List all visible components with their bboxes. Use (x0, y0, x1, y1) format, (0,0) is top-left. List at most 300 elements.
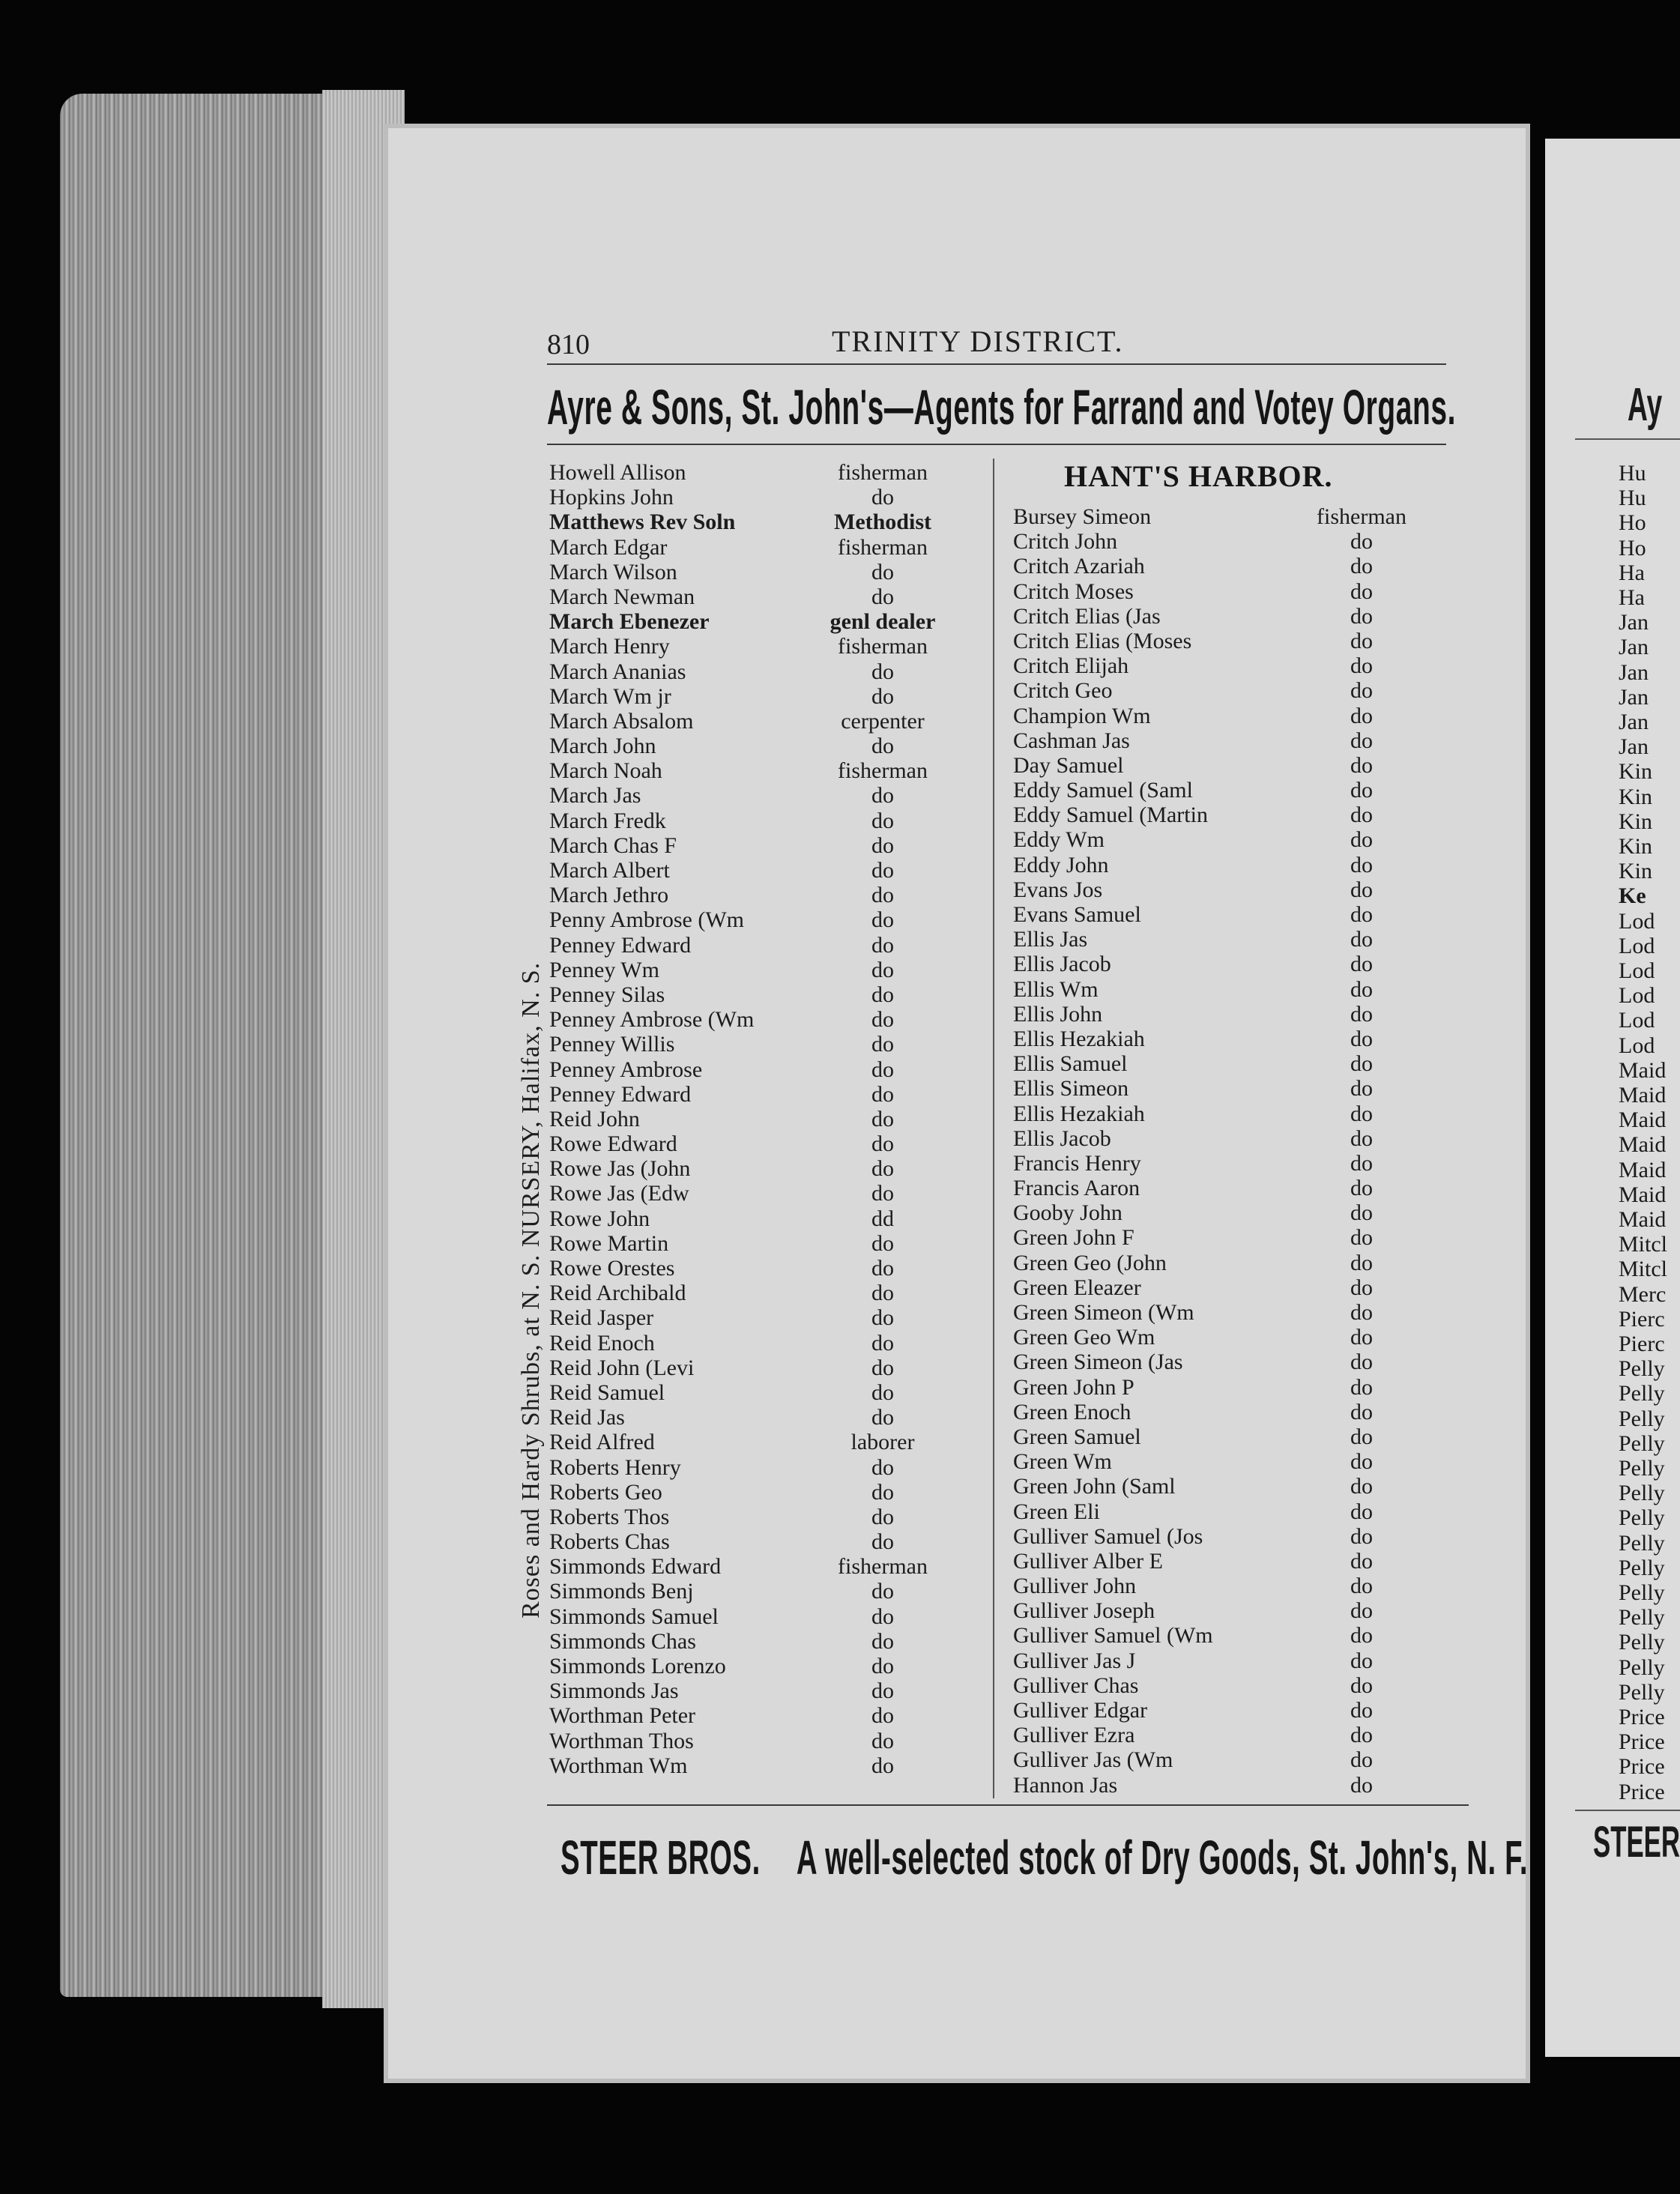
directory-entry (549, 734, 984, 758)
entry-occupation: do (1350, 1275, 1373, 1300)
entry-name: Ellis Jacob (1013, 1125, 1111, 1151)
next-page-row-fragment: Kin (1619, 784, 1652, 809)
entry-name: Green John P (1013, 1374, 1134, 1400)
entry-occupation: do (1350, 927, 1373, 952)
next-page-row-fragment: Lod (1619, 1033, 1655, 1058)
entry-name: Gulliver Jas (Wm (1013, 1747, 1173, 1773)
entry-name: Ellis Jacob (1013, 952, 1111, 977)
entry-occupation: do (871, 1106, 894, 1131)
next-page-row-fragment: Mitcl (1619, 1257, 1667, 1282)
directory-entry (549, 1380, 984, 1405)
next-page-row-fragment: Lod (1619, 983, 1655, 1009)
next-page-row-fragment: Ho (1619, 535, 1646, 560)
directory-entry (549, 584, 984, 609)
entry-occupation: do (1350, 1125, 1373, 1151)
directory-entry (1013, 952, 1440, 976)
directory-entry (549, 1703, 984, 1728)
next-page-row-fragment: Pierc (1619, 1332, 1665, 1356)
entry-name: March Jas (549, 783, 641, 809)
entry-name: March Wilson (549, 559, 677, 584)
directory-entry (549, 1206, 984, 1231)
directory-entry (549, 510, 984, 534)
next-page-top-ad: Ay (1628, 379, 1663, 431)
entry-name: Matthews Rev Soln (549, 510, 736, 535)
directory-entry (1013, 704, 1440, 728)
entry-name: Simmonds Jas (549, 1678, 679, 1704)
next-page-row-fragment: Price (1619, 1729, 1665, 1755)
entry-name: Rowe Orestes (549, 1256, 675, 1281)
directory-entry (549, 1678, 984, 1703)
entry-name: Green Simeon (Wm (1013, 1300, 1194, 1325)
directory-entry (549, 1305, 984, 1330)
next-page-row-fragment: Jan (1619, 659, 1649, 685)
entry-name: Francis Henry (1013, 1150, 1141, 1176)
directory-entry (549, 1729, 984, 1753)
directory-entry (1013, 1176, 1440, 1200)
directory-entry (1013, 1747, 1440, 1772)
next-page-row-fragment: Price (1619, 1705, 1665, 1729)
entry-occupation: do (1350, 803, 1373, 828)
entry-occupation: do (871, 1703, 894, 1729)
entry-occupation: do (871, 1628, 894, 1654)
entry-occupation: do (1350, 1250, 1373, 1275)
directory-entry (549, 709, 984, 734)
entry-occupation: do (1350, 1001, 1373, 1027)
entry-name: Green Samuel (1013, 1424, 1141, 1449)
next-page-row-fragment: Lod (1619, 933, 1655, 958)
entry-occupation: do (1350, 1499, 1373, 1524)
directory-entry (549, 1629, 984, 1654)
entry-name: Green Geo (John (1013, 1250, 1167, 1275)
directory-entry (1013, 1300, 1440, 1325)
next-page-rule-bottom (1575, 1810, 1680, 1811)
entry-name: Reid Enoch (549, 1330, 655, 1356)
top-advertisement: Ayre & Sons, St. John's—Agents for Farrand and Votey Organs. (547, 379, 1457, 435)
entry-name: Critch Geo (1013, 678, 1113, 704)
entry-name: Simmonds Chas (549, 1628, 696, 1654)
entry-occupation: do (1350, 1449, 1373, 1475)
next-page-row-fragment: Pelly (1619, 1530, 1665, 1556)
entry-occupation: do (871, 683, 894, 709)
entry-name: March John (549, 734, 656, 759)
next-page-bottom-ad: STEER (1593, 1818, 1680, 1867)
entry-name: Roberts Thos (549, 1504, 670, 1529)
entry-occupation: do (1350, 1548, 1373, 1574)
entry-occupation: do (1350, 1026, 1373, 1051)
entry-occupation: dd (871, 1206, 894, 1231)
entry-occupation: do (1350, 1474, 1373, 1499)
left-column (549, 460, 984, 1778)
directory-entry (549, 758, 984, 783)
directory-entry (1013, 1350, 1440, 1374)
entry-occupation: do (871, 1479, 894, 1505)
entry-occupation: do (1350, 1623, 1373, 1648)
next-page-row-fragment: Maid (1619, 1182, 1667, 1207)
entry-occupation: do (871, 932, 894, 958)
directory-entry (549, 809, 984, 833)
page-number: 810 (547, 329, 590, 360)
directory-entry (1013, 1773, 1440, 1798)
entry-occupation: do (1350, 529, 1373, 554)
entry-occupation: do (1350, 678, 1373, 704)
entry-occupation: do (1350, 1772, 1373, 1798)
entry-occupation: do (871, 1728, 894, 1753)
entry-name: March Edgar (549, 534, 668, 560)
directory-entry (549, 783, 984, 808)
next-page-row-fragment: Pelly (1619, 1456, 1665, 1481)
header-rule (547, 363, 1446, 365)
next-page-row-fragment: Kin (1619, 759, 1652, 785)
bottom-ad-brand: STEER BROS. (560, 1831, 761, 1885)
directory-entry (549, 485, 984, 510)
entry-name: Penney Wm (549, 957, 659, 982)
entry-occupation: do (1350, 578, 1373, 604)
entry-name: March Henry (549, 634, 670, 659)
next-page-row-fragment: Maid (1619, 1132, 1667, 1158)
entry-occupation: do (1350, 1598, 1373, 1624)
entry-occupation: do (1350, 852, 1373, 877)
entry-occupation: do (871, 1579, 894, 1604)
directory-entry (1013, 1449, 1440, 1474)
entry-name: Critch Elias (Moses (1013, 628, 1192, 653)
entry-occupation: do (1350, 728, 1373, 753)
next-page-row-fragment: Lod (1619, 958, 1655, 983)
directory-entry (1013, 1151, 1440, 1176)
entry-occupation: do (871, 957, 894, 982)
directory-entry (1013, 1400, 1440, 1424)
next-page-row-fragment: Jan (1619, 734, 1649, 760)
entry-occupation: do (871, 1753, 894, 1778)
entry-occupation: do (1350, 1672, 1373, 1698)
entry-occupation: do (871, 1081, 894, 1107)
entry-occupation: do (1350, 827, 1373, 853)
directory-entry (1013, 1200, 1440, 1225)
directory-entry (549, 833, 984, 858)
entry-occupation: do (1350, 1076, 1373, 1101)
entry-name: Ellis Simeon (1013, 1076, 1129, 1101)
next-page-rule (1575, 438, 1680, 440)
entry-occupation: do (871, 808, 894, 833)
section-title: HANT'S HARBOR. (1064, 459, 1333, 493)
entry-name: Simmonds Benj (549, 1579, 694, 1604)
entry-occupation: do (871, 1355, 894, 1380)
entry-name: Green Eleazer (1013, 1275, 1141, 1300)
next-page-row-fragment: Jan (1619, 635, 1649, 660)
next-page-row-fragment: Price (1619, 1779, 1665, 1804)
directory-entry (549, 933, 984, 958)
entry-name: Ellis Hezakiah (1013, 1026, 1145, 1051)
next-page-row-fragment: Kin (1619, 859, 1652, 884)
directory-entry (1013, 1051, 1440, 1076)
entry-name: Gulliver Chas (1013, 1672, 1139, 1698)
entry-occupation: do (871, 1405, 894, 1430)
entry-name: Hannon Jas (1013, 1772, 1118, 1798)
next-page-row-fragment: Ke (1619, 883, 1646, 909)
entry-occupation: do (871, 1678, 894, 1704)
entry-occupation: do (871, 1230, 894, 1256)
entry-name: Green Eli (1013, 1499, 1100, 1524)
entry-name: Penney Willis (549, 1032, 675, 1057)
directory-entry (1013, 1225, 1440, 1250)
directory-entry (1013, 927, 1440, 952)
directory-entry (1013, 1524, 1440, 1549)
directory-entry (549, 1554, 984, 1579)
side-advertisement: Roses and Hardy Shrubs, at N. S. NURSERY, Halifax, N. S. (517, 961, 545, 1619)
entry-name: Penny Ambrose (Wm (549, 907, 744, 933)
next-page-row-fragment: Kin (1619, 834, 1652, 859)
directory-entry (549, 1529, 984, 1554)
next-page-fragment (1545, 139, 1680, 2057)
entry-occupation: do (871, 1305, 894, 1331)
entry-name: Day Samuel (1013, 752, 1124, 778)
entry-name: March Noah (549, 758, 662, 784)
right-column (1013, 504, 1440, 1798)
entry-name: Howell Allison (549, 460, 686, 485)
entry-occupation: do (1350, 752, 1373, 778)
entry-occupation: do (871, 1057, 894, 1082)
directory-entry (549, 659, 984, 684)
entry-occupation: do (1350, 1747, 1373, 1773)
entry-name: Green John (Saml (1013, 1474, 1176, 1499)
directory-entry (549, 1654, 984, 1678)
entry-name: Gulliver Alber E (1013, 1548, 1163, 1574)
entry-occupation: do (871, 1529, 894, 1555)
directory-entry (549, 1032, 984, 1057)
entry-occupation: do (871, 907, 894, 933)
directory-entry (549, 982, 984, 1007)
directory-entry (549, 1281, 984, 1305)
next-page-row-fragment: Jan (1619, 710, 1649, 734)
entry-name: Ellis John (1013, 1001, 1103, 1027)
entry-name: Reid John (Levi (549, 1355, 695, 1380)
entry-name: Gooby John (1013, 1200, 1122, 1226)
entry-occupation: do (1350, 1101, 1373, 1126)
entry-occupation: do (1350, 703, 1373, 728)
directory-entry (549, 1107, 984, 1131)
entry-name: Gulliver John (1013, 1574, 1137, 1599)
directory-entry (549, 1405, 984, 1430)
entry-occupation: do (1350, 1051, 1373, 1077)
entry-name: Ellis Jas (1013, 927, 1088, 952)
next-page-row-fragment: Pelly (1619, 1505, 1665, 1531)
entry-occupation: do (1350, 628, 1373, 653)
entry-occupation: do (871, 1156, 894, 1182)
entry-name: Bursey Simeon (1013, 504, 1152, 529)
directory-entry (1013, 1574, 1440, 1598)
entry-occupation: do (1350, 1574, 1373, 1599)
directory-entry (1013, 1126, 1440, 1151)
entry-name: Rowe Edward (549, 1131, 677, 1157)
entry-name: Reid Alfred (549, 1430, 655, 1455)
entry-occupation: do (871, 1032, 894, 1057)
entry-name: Cashman Jas (1013, 728, 1130, 753)
directory-entry (549, 858, 984, 883)
entry-occupation: do (871, 858, 894, 883)
directory-entry (549, 883, 984, 907)
entry-name: Champion Wm (1013, 703, 1151, 728)
entry-name: March Ananias (549, 659, 686, 684)
entry-name: Gulliver Jas J (1013, 1648, 1136, 1673)
directory-entry (549, 958, 984, 982)
directory-entry (1013, 1251, 1440, 1275)
directory-entry (549, 1505, 984, 1529)
directory-entry (1013, 1275, 1440, 1300)
entry-name: Critch Elijah (1013, 653, 1129, 679)
next-page-row-fragment: Ha (1619, 585, 1645, 610)
directory-entry (549, 560, 984, 584)
directory-entry (1013, 1648, 1440, 1673)
directory-entry (549, 1131, 984, 1156)
entry-name: Eddy Samuel (Saml (1013, 778, 1193, 803)
entry-name: Rowe John (549, 1206, 650, 1231)
entry-occupation: do (1350, 1200, 1373, 1226)
entry-name: Reid Archibald (549, 1281, 686, 1306)
entry-occupation: do (1350, 1399, 1373, 1424)
directory-entry (549, 1579, 984, 1604)
entry-name: March Wm jr (549, 683, 671, 709)
entry-occupation: fisherman (838, 1554, 928, 1580)
next-page-row-fragment: Pelly (1619, 1605, 1665, 1631)
next-page-row-fragment: Hu (1619, 461, 1646, 486)
entry-occupation: do (871, 1604, 894, 1629)
entry-occupation: do (871, 584, 894, 609)
entry-name: Penney Ambrose (Wm (549, 1007, 755, 1033)
entry-occupation: do (1350, 778, 1373, 803)
next-page-row-fragment: Lod (1619, 1008, 1655, 1033)
entry-name: Green Simeon (Jas (1013, 1350, 1183, 1375)
next-page-row-fragment: Pelly (1619, 1381, 1665, 1406)
next-page-row-fragment: Maid (1619, 1057, 1667, 1083)
next-page-row-fragment: Pelly (1619, 1679, 1665, 1705)
entry-name: Eddy Wm (1013, 827, 1105, 853)
directory-entry (549, 460, 984, 485)
next-page-row-fragment: Pelly (1619, 1654, 1665, 1680)
entry-name: Penney Edward (549, 932, 692, 958)
entry-occupation: do (1350, 877, 1373, 902)
entry-occupation: do (871, 1654, 894, 1678)
footer-rule (547, 1804, 1469, 1806)
directory-entry (1013, 1325, 1440, 1350)
directory-entry (549, 1256, 984, 1281)
entry-name: March Newman (549, 584, 695, 609)
entry-occupation: do (1350, 1225, 1373, 1251)
entry-occupation: do (871, 1007, 894, 1033)
entry-occupation: do (1350, 1648, 1373, 1673)
directory-entry (549, 684, 984, 709)
entry-occupation: do (871, 832, 894, 858)
entry-name: Green Enoch (1013, 1399, 1131, 1424)
directory-entry (1013, 1424, 1440, 1449)
entry-occupation: do (871, 1256, 894, 1281)
entry-name: Eddy John (1013, 852, 1109, 877)
next-page-row-fragment: Maid (1619, 1107, 1667, 1133)
entry-name: Evans Jos (1013, 877, 1103, 902)
entry-name: Roberts Chas (549, 1529, 670, 1555)
directory-entry (549, 1430, 984, 1454)
entry-name: March Ebenezer (549, 609, 710, 635)
column-divider (993, 459, 994, 1798)
entry-occupation: fisherman (838, 758, 928, 784)
entry-name: Rowe Jas (Edw (549, 1181, 689, 1206)
entry-name: Critch John (1013, 529, 1118, 554)
entry-occupation: do (871, 559, 894, 584)
directory-entry (1013, 877, 1440, 902)
bottom-advertisement (560, 1830, 1528, 1885)
directory-entry (1013, 728, 1440, 753)
entry-occupation: do (1350, 1723, 1373, 1748)
directory-entry (1013, 1474, 1440, 1499)
entry-occupation: do (871, 1131, 894, 1157)
next-page-row-fragment: Pelly (1619, 1406, 1665, 1431)
entry-name: Gulliver Ezra (1013, 1723, 1135, 1748)
directory-entry (1013, 1375, 1440, 1400)
directory-entry (1013, 778, 1440, 803)
entry-name: Penney Ambrose (549, 1057, 703, 1082)
running-head: TRINITY DISTRICT. (832, 324, 1124, 358)
directory-entry (1013, 629, 1440, 653)
next-page-row-fragment: Pelly (1619, 1630, 1665, 1655)
entry-name: Hopkins John (549, 485, 674, 510)
next-page-row-fragment: Merc (1619, 1281, 1667, 1307)
next-page-row-fragment: Kin (1619, 809, 1652, 834)
directory-entry (1013, 1549, 1440, 1574)
entry-occupation: Methodist (834, 510, 931, 535)
entry-occupation: do (871, 485, 894, 510)
next-page-row-fragment: Ho (1619, 510, 1646, 536)
entry-occupation: do (871, 1330, 894, 1356)
entry-occupation: do (1350, 603, 1373, 629)
entry-occupation: do (1350, 653, 1373, 679)
entry-name: March Absalom (549, 708, 694, 734)
entry-occupation: do (1350, 1374, 1373, 1400)
directory-entry (549, 634, 984, 659)
entry-occupation: do (1350, 1300, 1373, 1325)
entry-occupation: do (871, 1454, 894, 1480)
next-page-row-fragment: Hu (1619, 486, 1646, 511)
entry-name: Reid John (549, 1106, 640, 1131)
next-page-row-fragment: Ha (1619, 560, 1645, 585)
entry-occupation: do (871, 734, 894, 759)
directory-entry (1013, 504, 1440, 529)
bottom-ad-text: A well-selected stock of Dry Goods, St. John's, N. F. (796, 1831, 1529, 1885)
directory-entry (1013, 1027, 1440, 1051)
directory-entry (549, 1455, 984, 1480)
directory-entry (549, 1480, 984, 1505)
entry-name: Worthman Thos (549, 1728, 694, 1753)
directory-entry (1013, 653, 1440, 678)
directory-entry (1013, 604, 1440, 629)
entry-occupation: do (871, 1281, 894, 1306)
directory-entry (1013, 1076, 1440, 1101)
entry-occupation: do (871, 1504, 894, 1529)
directory-entry (549, 535, 984, 560)
entry-name: Reid Jasper (549, 1305, 654, 1331)
next-page-row-fragment: Pelly (1619, 1580, 1665, 1605)
entry-occupation: do (1350, 1523, 1373, 1549)
entry-name: Gulliver Edgar (1013, 1698, 1148, 1723)
directory-entry (549, 1082, 984, 1107)
directory-entry (549, 907, 984, 932)
directory-entry (1013, 977, 1440, 1002)
directory-entry (549, 609, 984, 634)
next-page-row-fragment: Price (1619, 1754, 1665, 1780)
directory-entry (549, 1331, 984, 1356)
entry-occupation: fisherman (838, 534, 928, 560)
entry-occupation: fisherman (1317, 504, 1406, 529)
entry-name: Francis Aaron (1013, 1176, 1140, 1201)
directory-entry (549, 1753, 984, 1778)
directory-entry (549, 1057, 984, 1082)
